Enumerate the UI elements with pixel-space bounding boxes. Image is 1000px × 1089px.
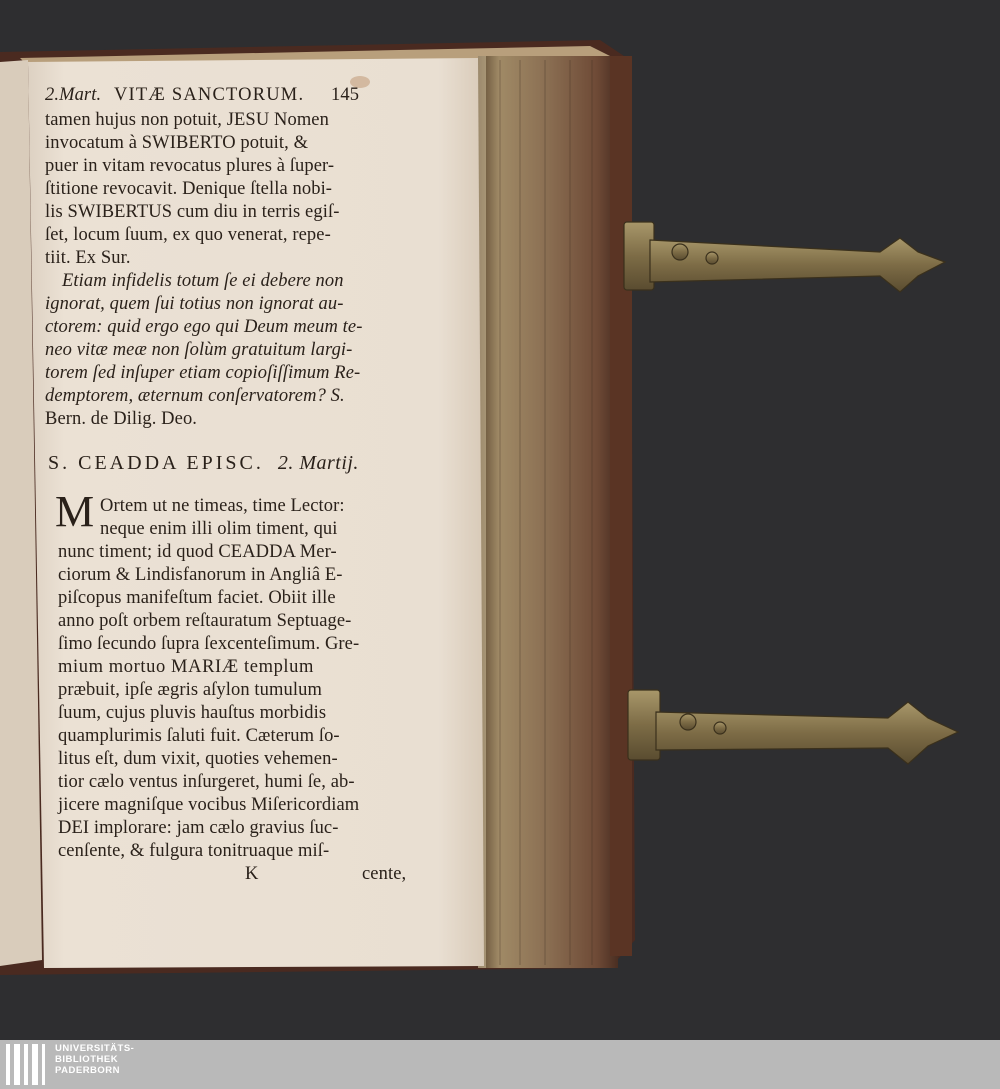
library-footer-bar: [0, 1040, 1000, 1089]
body-line: Ortem ut ne timeas, time Lector:: [100, 496, 345, 516]
text-line: ſet, locum ſuum, ex quo venerat, repe-: [45, 225, 331, 245]
body-line: nunc timent; id quod CEADDA Mer-: [58, 542, 337, 562]
body-line: ſimo ſecundo ſupra ſexcenteſimum. Gre-: [58, 634, 360, 654]
drop-cap: M: [55, 487, 95, 536]
library-logo-icon: [6, 1040, 50, 1089]
quote-line: Etiam infidelis totum ſe ei debere non: [62, 271, 344, 291]
catchword: cente,: [362, 864, 407, 884]
logo-line: UNIVERSITÄTS-: [55, 1043, 135, 1054]
signature-mark: K: [245, 864, 259, 884]
body-line: neque enim illi olim timent, qui: [100, 519, 338, 539]
body-line: ſuum, cujus pluvis hauſtus morbidis: [58, 703, 327, 723]
library-logo-text: [55, 1043, 134, 1076]
body-line: præbuit, ipſe ægris aſylon tumulum: [58, 680, 322, 700]
body-line: litus eſt, dum vixit, quoties vehemen-: [58, 749, 338, 769]
section-title: S. CEADDA EPISC.: [48, 452, 264, 474]
header-date: 2.Mart.: [45, 85, 102, 105]
text-line: ſtitione revocavit. Denique ſtella nobi-: [45, 179, 333, 199]
logo-line: PADERBORN: [55, 1065, 121, 1076]
body-line: cenſente, & fulgura tonitruaque miſ-: [58, 841, 330, 861]
running-head: [45, 85, 359, 106]
quote-line: torem ſed inſuper etiam copioſiſſimum Re-: [45, 363, 361, 383]
body-line: piſcopus manifeſtum faciet. Obiit ille: [58, 588, 336, 608]
body-line: anno poſt orbem reſtauratum Septuage-: [58, 611, 352, 631]
quote-line: ignorat, quem ſui totius non ignorat au-: [45, 294, 344, 314]
body-line: jicere magniſque vocibus Miſericordiam: [58, 795, 360, 815]
body-line: tior cælo ventus inſurgeret, humi ſe, ab-: [58, 772, 355, 792]
body-line: ciorum & Lindisfanorum in Angliâ E-: [58, 565, 343, 585]
quote-source: Bern. de Dilig. Deo.: [45, 409, 198, 429]
section-heading: [48, 452, 359, 475]
text-line: tiit. Ex Sur.: [45, 248, 131, 268]
logo-line: BIBLIOTHEK: [55, 1054, 119, 1065]
text-line: tamen hujus non potuit, JESU Nomen: [45, 110, 329, 130]
quote-line: demptorem, æternum conſervatorem? S.: [45, 386, 345, 406]
header-title: VITÆ SANCTORUM.: [113, 85, 305, 105]
body-line: DEI implorare: jam cælo gravius ſuc-: [58, 818, 339, 838]
section-date: 2. Martij.: [277, 452, 359, 474]
page-number: 145: [331, 85, 360, 105]
body-line: quamplurimis ſaluti fuit. Cæterum ſo-: [58, 726, 340, 746]
text-line: puer in vitam revocatus plures à ſuper-: [45, 156, 335, 176]
quote-line: neo vitæ meæ non ſolùm gratuitum largi-: [45, 340, 353, 360]
text-line: invocatum à SWIBERTO potuit, &: [45, 133, 309, 153]
text-line: lis SWIBERTUS cum diu in terris egiſ-: [45, 202, 340, 222]
quote-line: ctorem: quid ergo ego qui Deum meum te-: [45, 317, 363, 337]
body-line: mium mortuo MARIÆ templum: [58, 657, 315, 677]
